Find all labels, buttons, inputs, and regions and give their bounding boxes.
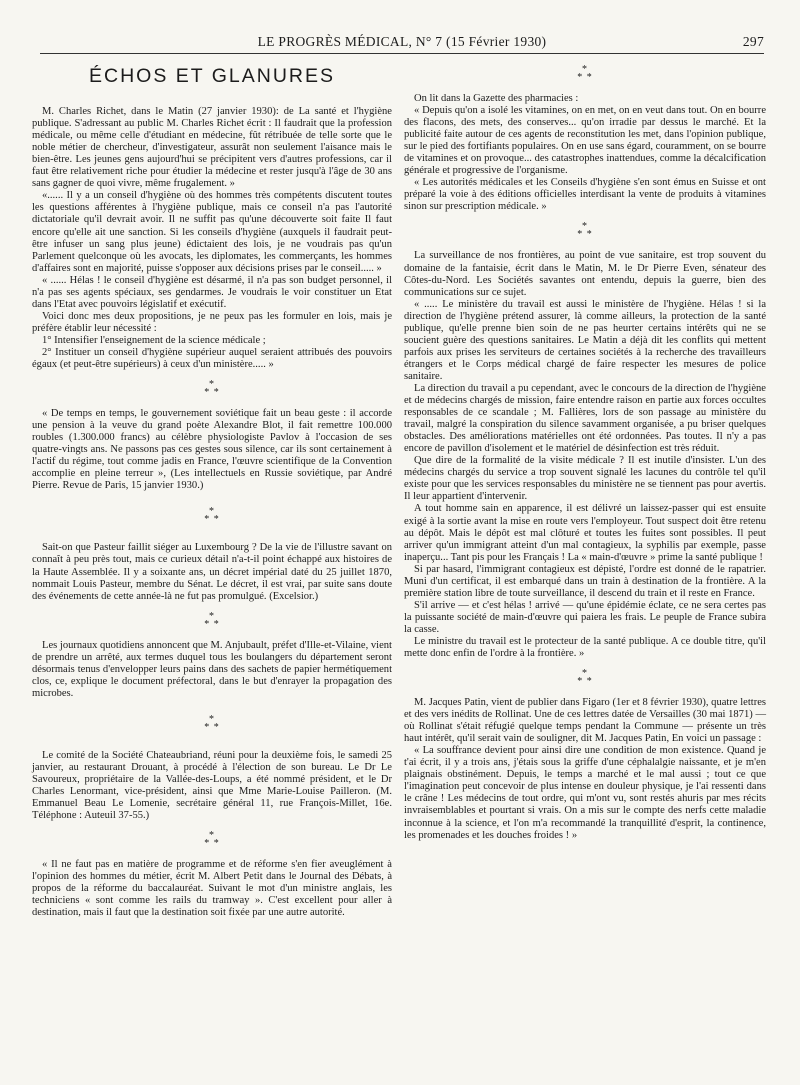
section-title: ÉCHOS ET GLANURES [88, 65, 336, 87]
vitamines-paragraph: On lit dans la Gazette des pharmacies : [414, 93, 579, 104]
frontieres-paragraph: A tout homme sain en apparence, il est délivré un laissez-passer qui est ensuite exigé à la sortie avant la mise en route vers l'employeur. Tout suspect doit être retenu au dépôt. Mais le dépôt est mal clôturé et toutes les fuites sont possibles. Il peut arriver qu'un immigrant atteint d'un mal contagieux, la syphilis par exemple, passe inaperçu... Tant pis pour les Français ! La « main-d'œuvre » prime la santé publique ! [404, 503, 766, 563]
frontieres-paragraph: Le ministre du travail est le protecteur de la santé publique. A ce double titre, qu'il mette donc enfin de l'ordre à la frontière. » [404, 635, 766, 660]
richet-paragraph: 1° Intensifier l'enseignement de la science médicale ; [42, 334, 266, 346]
frontieres-paragraph: Si par hasard, l'immigrant contagieux est dépisté, l'ordre est donné de le rapatrier. Muni d'un certificat, il est embarqué dans un train à destination de la frontière. A la première station libre de toute surveillance, il descend du train et il reste en France. [404, 563, 766, 599]
petit-paragraph: « Il ne faut pas en matière de programme et de réforme s'en fier aveuglément à l'opinion des hommes du métier, écrit M. Albert Petit dans le Journal des Débats, à propos de la réforme du baccalauréat. Suivant le mot d'un ministre anglais, les techniciens « sont comme les rails du tramway ». C'est excellent pour aller à destination, mais il faut que la destination soit fixée par une autre autorité. [32, 859, 392, 919]
asterism-separator: * * * [577, 668, 593, 688]
frontieres-paragraph: S'il arrive — et c'est hélas ! arrivé — qu'une épidémie éclate, ce ne sera certes pas la puissante société de main-d'œuvre qui paiera les frais. Le peuple de France subira la casse. [404, 599, 766, 635]
vitamines-paragraph: « Depuis qu'on a isolé les vitamines, on en met, on en veut dans tout. On en bourre des flacons, des mets, des conserves... qu'on irradie par dessus le marché. Et la publicité faite autour de ces agents de reconstitution les met, dans l'opinion publique, sur le pied des fortifiants populaires. On en use sans égard, couramment, on se bourre de vitamines et on provoque... des catastrophes inattendues, comme la décalcification générale et progressive de l'organisme. [404, 105, 766, 177]
frontieres-paragraph: Que dire de la formalité de la visite médicale ? Il est inutile d'insister. L'un des médecins chargés du service a trop souvent signalé les lacunes du contrôle tel qu'il existe pour que les services responsables du ministère ne se tiennent pas pour avertis. Il leur appartient d'intervenir. [404, 455, 766, 503]
frontieres-paragraph: La direction du travail a pu cependant, avec le concours de la direction de l'hygiène et de médecins chargés de mission, faire entendre raison en partie aux forces occultes responsables de ce scandale ; M. Fallières, lors de son passage au ministère du travail, malgré la conspiration du silence savamment organisée, a pu briser quelques obstacles. Des améliorations matérielles ont été ordonnées. Pas toutes. Il n'y a pas encore de pavillon d'isolement et le matériel de désinfection est très réduit. [404, 382, 766, 455]
asterism-separator: * * * [204, 713, 220, 733]
left-column [32, 66, 392, 919]
frontieres-paragraph: « ..... Le ministère du travail est aussi le ministère de l'hygiène. Hélas ! si la direction de l'hygiène prétend assurer, là comme ailleurs, la protection de la santé publique, qu'elle prenne bien soin de ne pas heurter certains intérêts qui ne se soucient guère des questions sanitaires. Le Matin a déjà dit les conflits qui mettent parfois aux prises les serviteurs de certaines sociétés à la recherche des travailleurs étrangers et le Corps médical chargé de faire respecter les mesures de police sanitaire. [404, 298, 766, 382]
patin-paragraph: M. Jacques Patin, vient de publier dans Figaro (1er et 8 février 1930), quatre lettres et des vers inédits de Rollinat. Une de ces lettres datée de Versailles (30 mai 1871) — où Rollinat s'était réfugié quelque temps pendant la Commune — présente un très haut intérêt, qu'il serait vain de souligner, dit M. Jacques Patin, En voici un passage : [404, 697, 766, 745]
asterism-separator: * * * [204, 830, 220, 850]
pavlov-paragraph: « De temps en temps, le gouvernement soviétique fait un beau geste : il accorde une pension à la veuve du grand poète Alexandre Blot, il fait remettre 100.000 roubles (1.300.000 francs) au célèbre physiologiste Pavlov à l'occasion de ses quatre-vingts ans. Ne passons pas ces gestes sous silence, car ils sont certainement à l'actif du régime, tout comme jadis en France, l'œuvre scientifique de la Convention accomplie en pleine terreur », (Les intellectuels en Russie soviétique, par André Pierre. Revue de Paris, 15 janvier 1930.) [32, 408, 392, 492]
richet-paragraph: 2° Instituer un conseil d'hygiène supérieur auquel seraient attribués des pouvoirs égaux (et peut-être supérieurs) à ceux d'un ministère..... » [32, 346, 392, 371]
running-head [40, 34, 764, 52]
asterism-separator: * * * [204, 506, 220, 526]
asterism-separator: * * * [204, 610, 220, 630]
richet-paragraph: M. Charles Richet, dans le Matin (27 janvier 1930): de La santé et l'hygiène publique. S'adressant au public M. Charles Richet écrit : Il faudrait que la profession médicale, ou même celle d'étudiant en médecine, fût rétribuée de telle sorte que le noble métier de chercheur, d'investigateur, assurât non seulement l'aisance mais le bien-être. Les jeunes gens aujourd'hui se précipitent vers d'autres professions, car il faut être relativement riche pour étudier la médecine et rester jusqu'à l'âge de 30 ans sans gagner de quoi vivre, même frugalement. » [32, 106, 392, 190]
pasteur-paragraph: Sait-on que Pasteur faillit siéger au Luxembourg ? De la vie de l'illustre savant on connaît à peu près tout, mais ce curieux détail n'a-t-il point échappé aux histoires de la Haute Assemblée. Il y a soixante ans, un décret impérial daté du 25 juillet 1870, nommait Louis Pasteur, membre du Sénat. Le décret, il est vrai, par suite sans doute des événements de cette année-là ne fut pas promulgué. (Excelsior.) [32, 542, 392, 602]
richet-paragraph: Voici donc mes deux propositions, je ne peux pas les formuler en lois, mais je préfère établir leur nécessité : [32, 310, 392, 334]
vitamines-paragraph: « Les autorités médicales et les Conseils d'hygiène s'en sont émus en Suisse et ont préparé la voie à des éditions officielles interdisant la vente de produits à vitamines sinon sur prescription médicale. » [404, 177, 766, 213]
header-rule [40, 53, 764, 54]
page-number: 297 [742, 34, 764, 49]
richet-paragraph: «...... Il y a un conseil d'hygiène où des hommes très compétents discutent toutes les questions afférentes à l'hygiène publique, mais ce conseil n'a pas l'autorité dictatoriale qu'il devrait avoir. Il ne suffit pas qu'une découverte soit faite Il faut encore qu'elle ait une sanction. Si les conseils d'hygiène (auxquels il faudrait peut-être infuser un sang plus jeune) édictaient des lois, je ne voudrais pas qu'un Parlement quelconque où les avocats, les diplomates, les commerçants, les hommes d'affaires sont en majorité, puisse s'opposer aux décisions prises par le conseil..... » [32, 190, 392, 274]
asterism-separator: * * * [577, 221, 593, 241]
chateaubriand-paragraph: Le comité de la Société Chateaubriand, réuni pour la deuxième fois, le samedi 25 janvier, au restaurant Drouant, à procédé à l'élection de son bureau. Le Dr Le Savoureux, propriétaire de la Vallée-des-Loups, a été nommé président, et le Dr Charles Lenormant, vice-président, ainsi que Mme Marie-Louise Pailleron. (M. Emmanuel Beau Le Lomenie, secrétaire général 11, rue François-Millet, 16e. Téléphone : Auteuil 37-55.) [32, 749, 392, 822]
frontieres-paragraph: La surveillance de nos frontières, au point de vue sanitaire, est trop souvent du domaine de la fantaisie, écrit dans le Matin, M. le Dr Pierre Even, sénateur des Côtes-du-Nord. Les Sociétés savantes ont entendu, depuis la guerre, bien des communications sur ce sujet. [404, 250, 766, 298]
asterism-separator: * * * [204, 379, 220, 399]
asterism-separator: * * * [577, 64, 593, 83]
journal-title: LE PROGRÈS MÉDICAL, N° 7 (15 Février 1930) [257, 34, 547, 49]
right-column [404, 66, 766, 842]
richet-paragraph: « ...... Hélas ! le conseil d'hygiène est désarmé, il n'a pas son budget personnel, il n'a pas ses agents spéciaux, ses gendarmes. Je voudrais le voir constituer un Etat dans l'Etat avec pouvoirs législatif et exécutif. [32, 274, 392, 310]
patin-paragraph: « La souffrance devient pour ainsi dire une condition de mon existence. Quand je t'ai écrit, il y a trois ans, j'étais sous la griffe d'une céphalalgie naissante, et je m'en plaignais obstinément. Depuis, le temps a marché et le mal aussi ; tout ce que l'imagination peut concevoir de plus intense en douleur physique, je l'ai ressenti dans le crâne ! Les médecins de tout ordre, qui m'ont vu, sont restés ahuris par mes récits invraisemblables et pourtant si vrais. On a mis sur le compte des nerfs cette maladie inconnue à la science, et l'on m'a recommandé la tranquillité d'esprit, la continence, les promenades et les douches froides ! » [404, 745, 766, 841]
anjubault-paragraph: Les journaux quotidiens annoncent que M. Anjubault, préfet d'Ille-et-Vilaine, vient de prendre un arrêté, aux termes duquel tous les boulangers du département seront désormais tenus d'envelopper leurs pains dans des sachets de papier hermétiquement clos, ce, explique le document préfectoral, dans le but d'enrayer la propagation des microbes. [32, 639, 392, 699]
